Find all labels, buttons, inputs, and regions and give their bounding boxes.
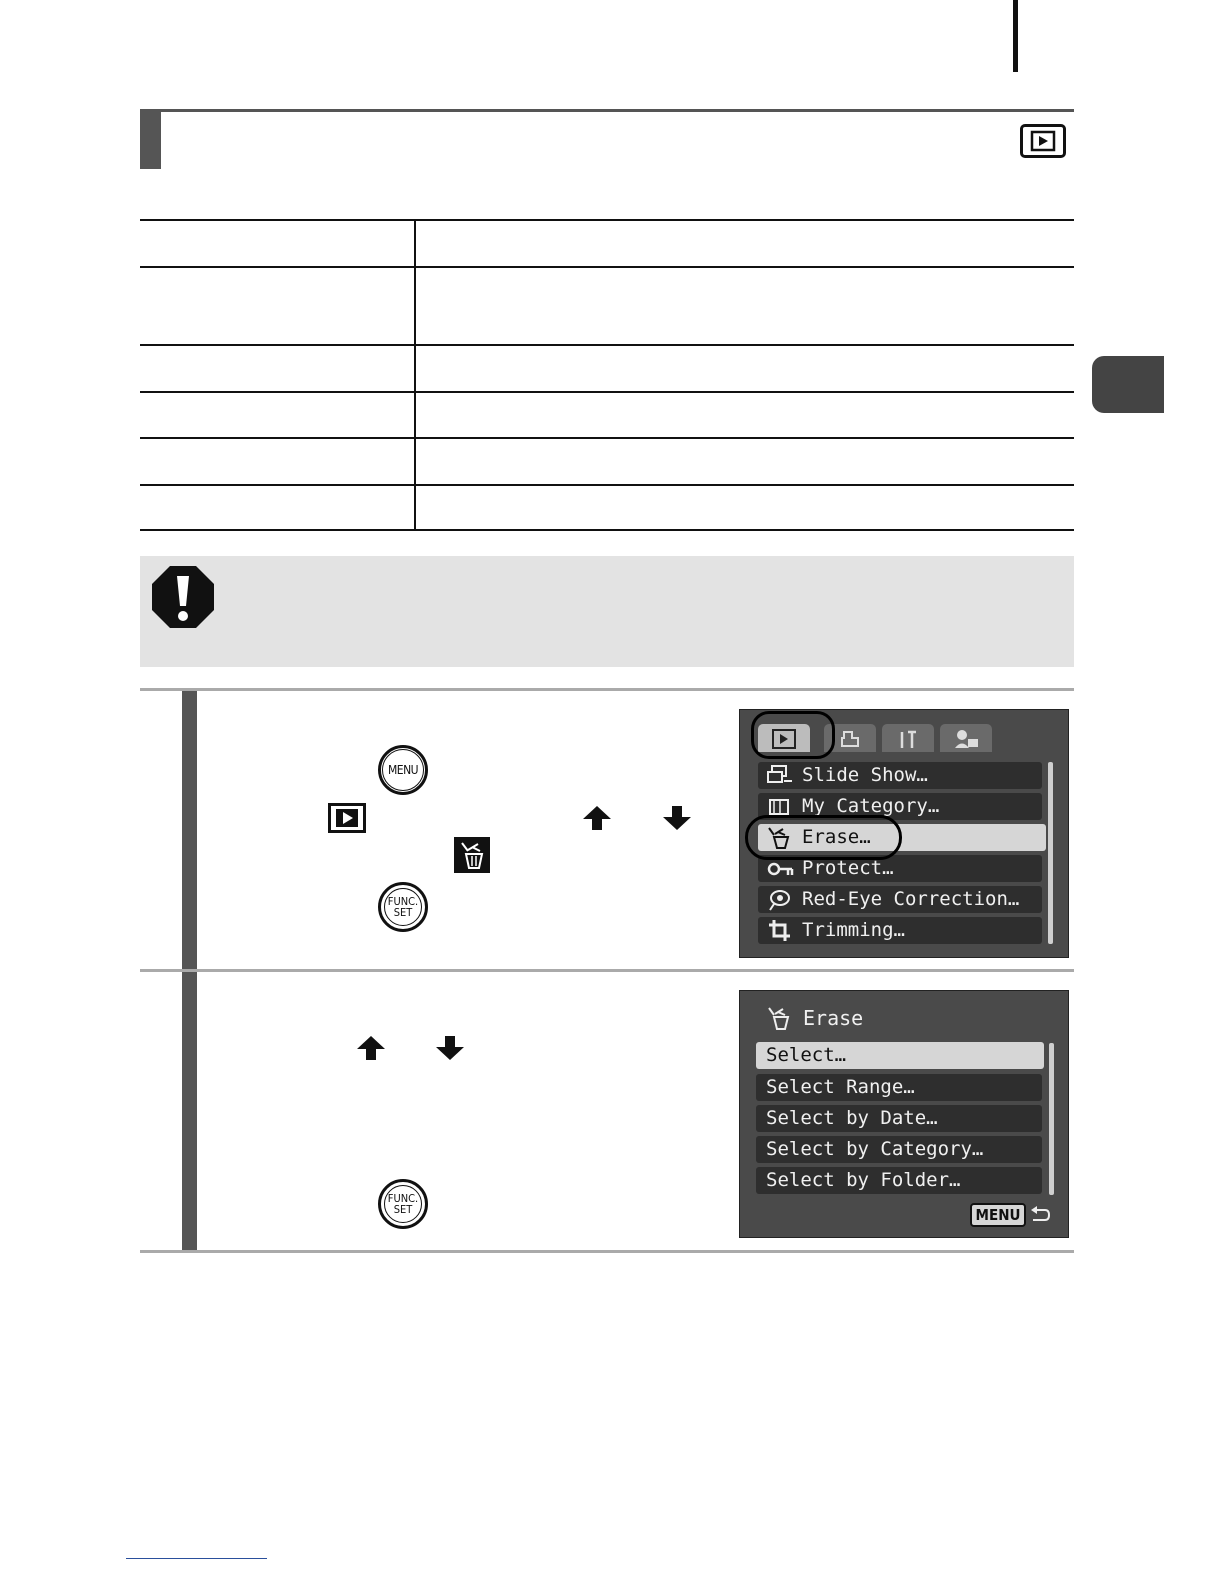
menu-item-label: Select by Category… [766, 1138, 984, 1160]
red-eye-icon [766, 888, 794, 911]
table-row [140, 219, 1074, 266]
menu-item-label: Select by Date… [766, 1107, 938, 1129]
my-menu-icon [940, 724, 992, 752]
table-row [140, 484, 1074, 531]
down-arrow-icon [663, 806, 691, 830]
table-row [140, 344, 1074, 391]
menu-item-select-range[interactable] [756, 1074, 1042, 1101]
up-arrow-icon [357, 1036, 385, 1060]
chapter-side-tab [1092, 356, 1164, 413]
erase-icon [454, 837, 490, 873]
highlight-ring [745, 815, 902, 860]
play-icon [1023, 127, 1063, 155]
set-label: SET [393, 1203, 413, 1216]
func-label: FUNC. [387, 1192, 419, 1205]
menu-item-select[interactable] [756, 1042, 1044, 1069]
highlight-ring [751, 711, 835, 759]
footer-link-underline [126, 1558, 267, 1559]
return-icon [1029, 1205, 1051, 1225]
caution-icon [152, 566, 214, 628]
menu-item-label: Select Range… [766, 1076, 915, 1098]
slideshow-icon [766, 764, 794, 787]
menu-item-label: Red-Eye Correction… [802, 888, 1020, 910]
table-row [140, 391, 1074, 437]
up-arrow-icon [583, 806, 611, 830]
menu-button-icon [378, 745, 428, 795]
func-set-button-icon [378, 1179, 428, 1229]
play-icon [328, 803, 366, 833]
menu-item-label: Select… [766, 1044, 847, 1066]
page-edge-mark [1013, 0, 1018, 72]
menu-item-trimming[interactable] [758, 917, 1042, 944]
menu-item-label: My Category… [802, 795, 940, 817]
erase-icon [766, 1005, 794, 1031]
menu-item-label: Select by Folder… [766, 1169, 961, 1191]
menu-item-select-by-category[interactable] [756, 1136, 1042, 1163]
section-header-tab [140, 112, 161, 169]
playback-mode-badge [1020, 124, 1066, 158]
func-label: FUNC. [387, 895, 419, 908]
menu-button-label: MENU [387, 763, 419, 777]
menu-item-label: Protect… [802, 857, 894, 879]
tab-my-menu[interactable] [940, 724, 992, 752]
erase-menu-screen [739, 990, 1069, 1238]
options-table [140, 219, 1074, 531]
menu-item-red-eye-correction[interactable] [758, 886, 1042, 913]
protect-icon [766, 857, 794, 880]
table-row [140, 266, 1074, 344]
caution-box [140, 556, 1074, 667]
section-header-rule [140, 109, 1074, 112]
playback-menu-screen [739, 709, 1069, 958]
tools-icon [882, 724, 934, 752]
down-arrow-icon [436, 1036, 464, 1060]
menu-item-select-by-folder[interactable] [756, 1167, 1042, 1194]
menu-scrollbar[interactable] [1049, 1043, 1054, 1195]
menu-item-label: Slide Show… [802, 764, 928, 786]
func-set-button-icon [378, 882, 428, 932]
trimming-icon [766, 919, 794, 942]
set-label: SET [393, 906, 413, 919]
table-row [140, 437, 1074, 484]
erase-menu-title: Erase [803, 1006, 864, 1030]
menu-item-label: Trimming… [802, 919, 905, 941]
menu-item-slide-show[interactable] [758, 762, 1042, 789]
tab-tools[interactable] [882, 724, 934, 752]
menu-item-label: Erase… [802, 826, 871, 848]
menu-back-label: MENU [975, 1206, 1021, 1224]
menu-back-button[interactable] [970, 1203, 1026, 1227]
menu-scrollbar[interactable] [1048, 762, 1053, 944]
menu-item-select-by-date[interactable] [756, 1105, 1042, 1132]
